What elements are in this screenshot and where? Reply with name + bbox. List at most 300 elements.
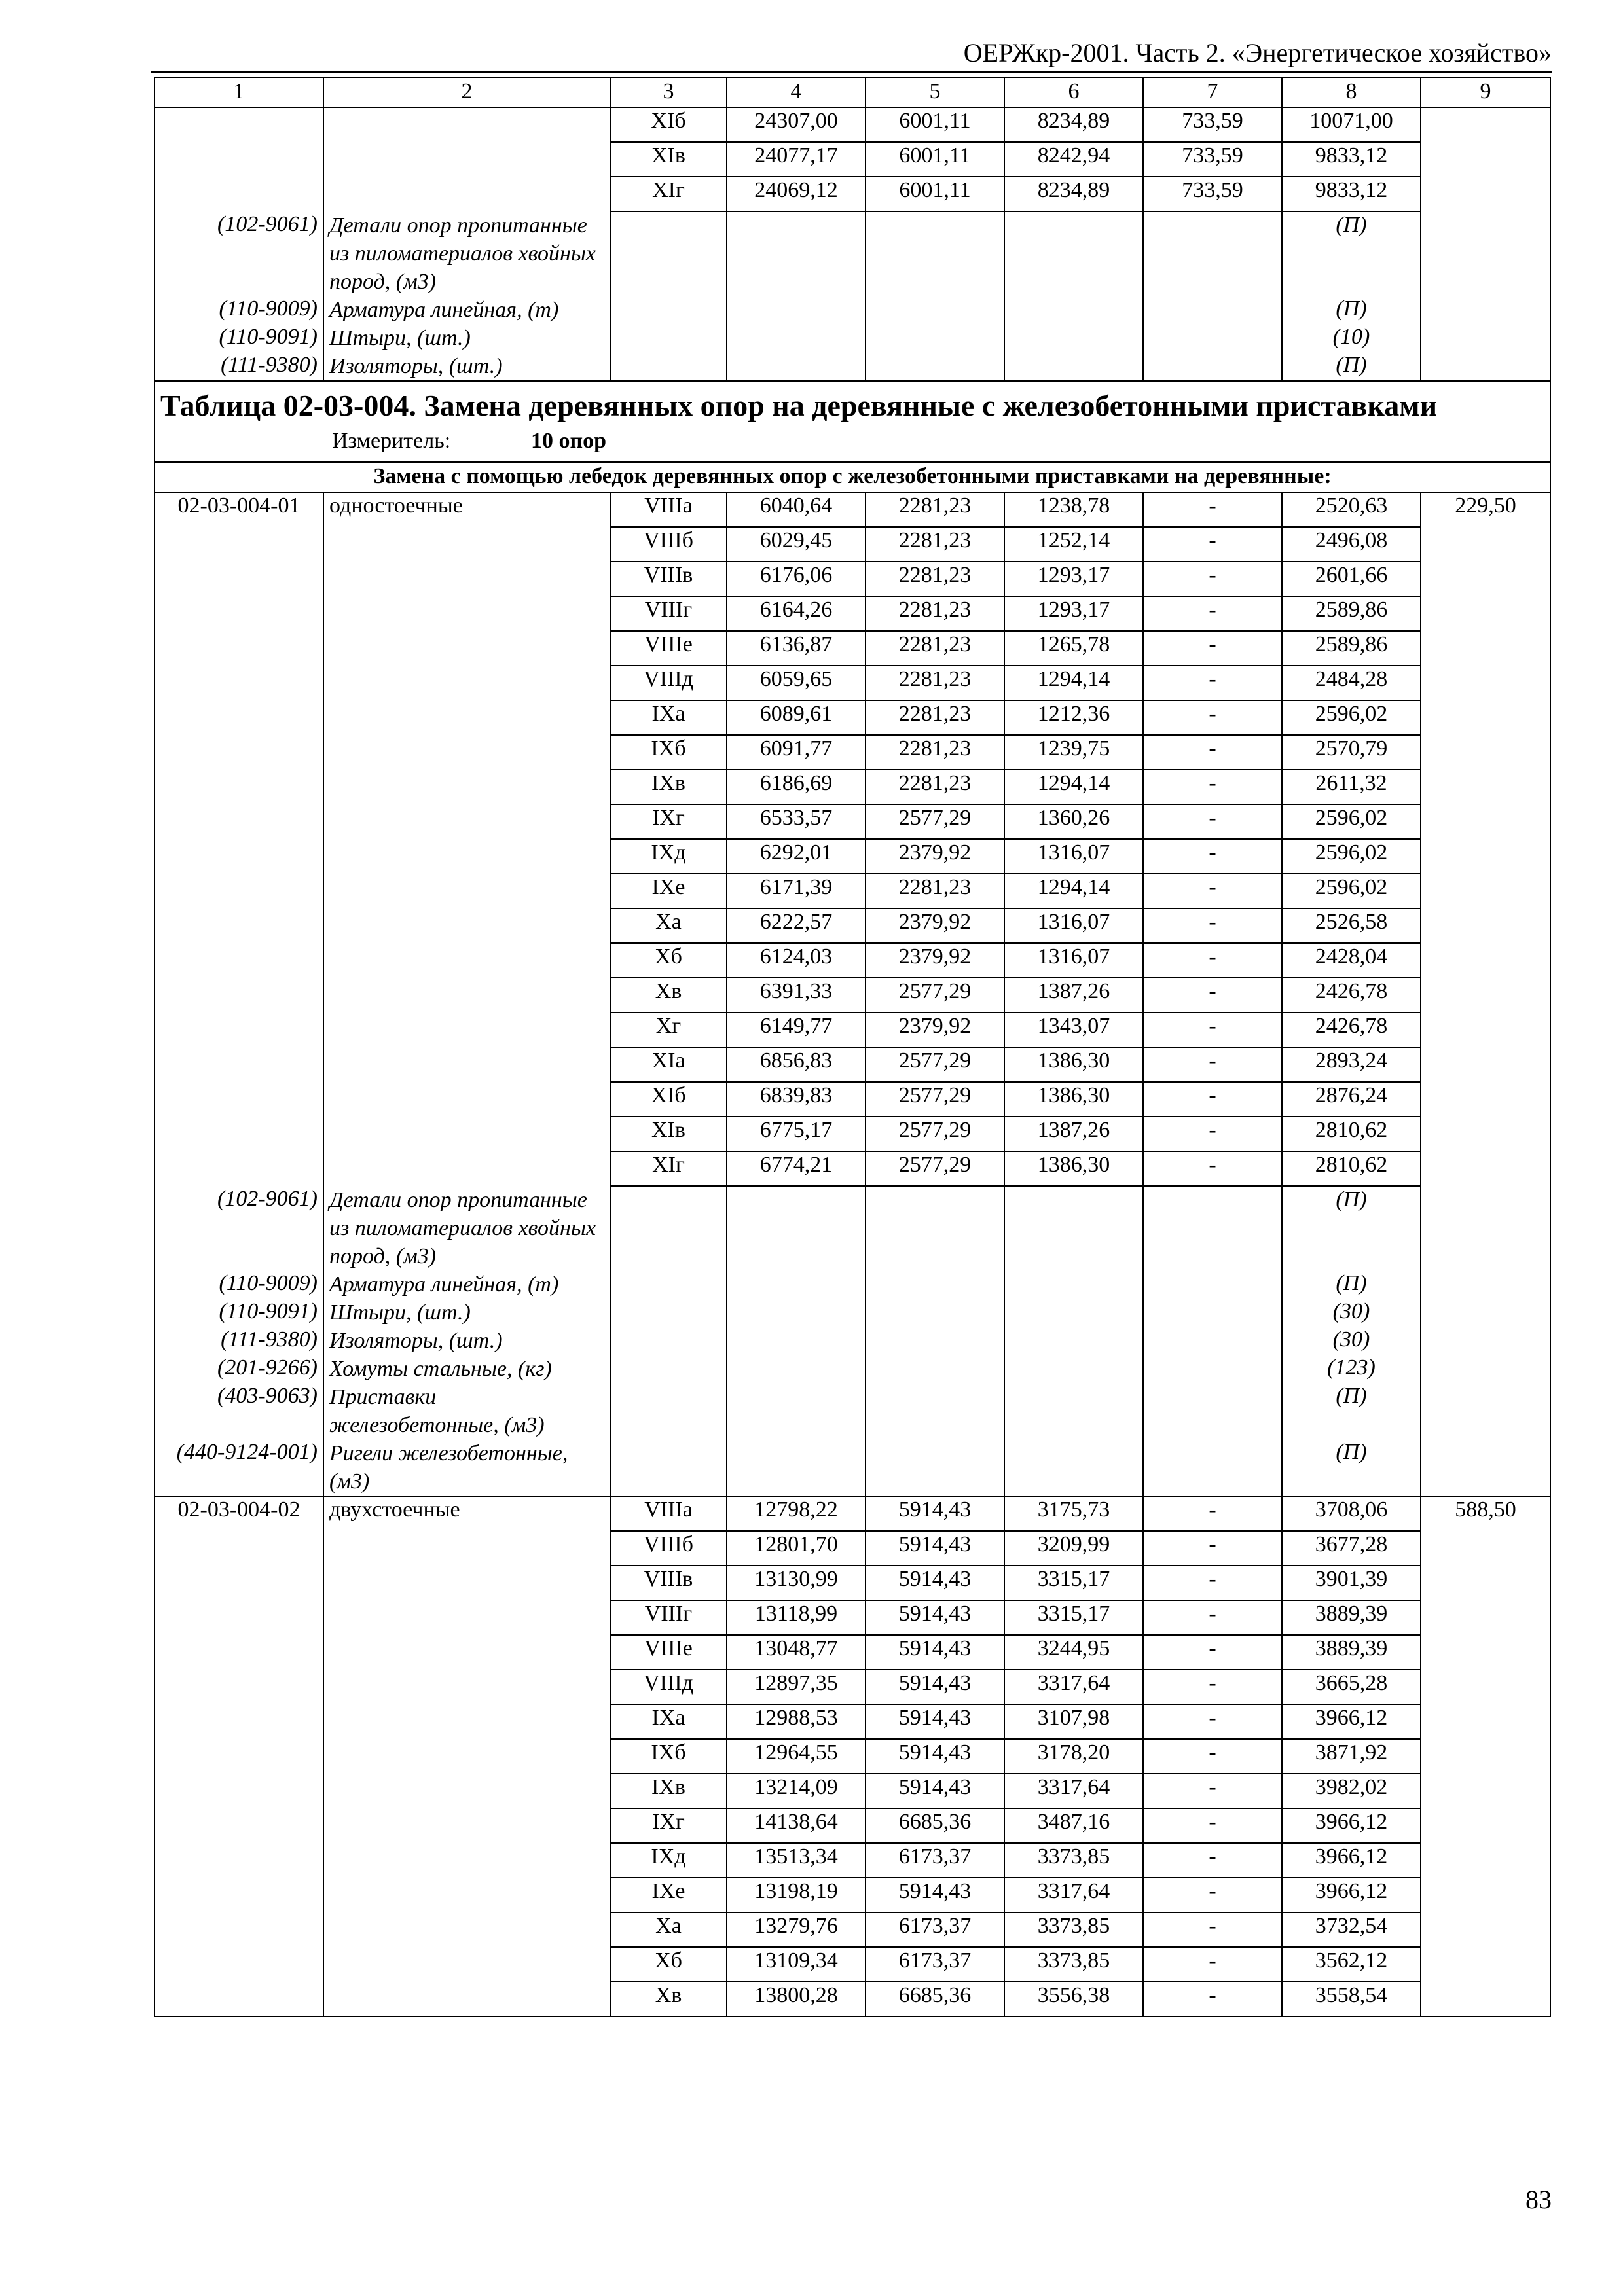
wages: 2281,23 bbox=[866, 527, 1004, 562]
resource-code: (111-9380) bbox=[155, 352, 323, 381]
machinist-wages: - bbox=[1143, 1013, 1282, 1047]
materials-cost: 2596,02 bbox=[1282, 700, 1421, 735]
empty-cell bbox=[323, 839, 610, 874]
table-row bbox=[155, 770, 1550, 804]
machine-cost: 1239,75 bbox=[1004, 735, 1143, 770]
empty-cell bbox=[1143, 1383, 1282, 1439]
column-number: 8 bbox=[1282, 77, 1421, 107]
machinist-wages: - bbox=[1143, 1670, 1282, 1704]
total-cost: 6176,06 bbox=[727, 562, 866, 596]
empty-cell bbox=[155, 1878, 323, 1912]
empty-cell bbox=[1421, 1600, 1550, 1635]
table-row bbox=[155, 1739, 1550, 1774]
empty-cell bbox=[1143, 211, 1282, 296]
resource-quantity: (П) bbox=[1282, 352, 1421, 381]
wages: 2281,23 bbox=[866, 492, 1004, 527]
empty-cell bbox=[155, 874, 323, 908]
machine-cost: 3556,38 bbox=[1004, 1982, 1143, 2017]
empty-cell bbox=[155, 1808, 323, 1843]
materials-cost: 2496,08 bbox=[1282, 527, 1421, 562]
empty-cell bbox=[1421, 352, 1550, 381]
empty-cell bbox=[155, 631, 323, 666]
total-cost: 6774,21 bbox=[727, 1151, 866, 1186]
materials-cost: 2611,32 bbox=[1282, 770, 1421, 804]
wages: 6001,11 bbox=[866, 142, 1004, 177]
materials-cost: 3677,28 bbox=[1282, 1531, 1421, 1566]
norm-code: 02-03-004-01 bbox=[155, 492, 323, 527]
column-number-row bbox=[155, 77, 1550, 107]
empty-cell bbox=[155, 1600, 323, 1635]
machine-cost: 3317,64 bbox=[1004, 1670, 1143, 1704]
empty-cell bbox=[866, 1383, 1004, 1439]
materials-cost: 2428,04 bbox=[1282, 943, 1421, 978]
empty-cell bbox=[727, 1186, 866, 1270]
materials-cost: 2589,86 bbox=[1282, 631, 1421, 666]
total-cost: 13513,34 bbox=[727, 1843, 866, 1878]
zone-code: XIг bbox=[610, 177, 727, 211]
zone-code: IXд bbox=[610, 1843, 727, 1878]
table-title-cell bbox=[155, 381, 1550, 462]
total-cost: 6292,01 bbox=[727, 839, 866, 874]
wages: 2577,29 bbox=[866, 1151, 1004, 1186]
wages: 2577,29 bbox=[866, 1117, 1004, 1151]
table-row bbox=[155, 1704, 1550, 1739]
materials-cost: 2426,78 bbox=[1282, 978, 1421, 1013]
zone-code: Xб bbox=[610, 943, 727, 978]
empty-cell bbox=[610, 1383, 727, 1439]
subtitle-row bbox=[155, 462, 1550, 492]
empty-cell bbox=[1004, 352, 1143, 381]
empty-cell bbox=[1004, 1299, 1143, 1327]
norm-name: одностоечные bbox=[323, 492, 610, 527]
materials-cost: 2570,79 bbox=[1282, 735, 1421, 770]
materials-cost: 3966,12 bbox=[1282, 1878, 1421, 1912]
machinist-wages: - bbox=[1143, 874, 1282, 908]
machinist-wages: - bbox=[1143, 666, 1282, 700]
empty-cell bbox=[610, 1355, 727, 1383]
empty-cell bbox=[155, 1739, 323, 1774]
empty-cell bbox=[155, 1947, 323, 1982]
empty-cell bbox=[727, 1383, 866, 1439]
empty-cell bbox=[727, 324, 866, 352]
machine-cost: 1293,17 bbox=[1004, 562, 1143, 596]
empty-cell bbox=[1421, 1982, 1550, 2017]
empty-cell bbox=[1143, 1327, 1282, 1355]
meter-label: Измеритель: bbox=[332, 429, 451, 453]
resource-name: Арматура линейная, (т) bbox=[323, 1270, 610, 1299]
materials-cost: 3665,28 bbox=[1282, 1670, 1421, 1704]
machinist-wages: - bbox=[1143, 1878, 1282, 1912]
empty-cell bbox=[155, 596, 323, 631]
total-cost: 13130,99 bbox=[727, 1566, 866, 1600]
empty-cell bbox=[727, 1355, 866, 1383]
empty-cell bbox=[610, 1299, 727, 1327]
total-cost: 12897,35 bbox=[727, 1670, 866, 1704]
table-row bbox=[155, 1600, 1550, 1635]
empty-cell bbox=[155, 1912, 323, 1947]
empty-cell bbox=[727, 211, 866, 296]
empty-cell bbox=[323, 1117, 610, 1151]
empty-cell bbox=[1004, 324, 1143, 352]
empty-cell bbox=[1421, 324, 1550, 352]
wages: 5914,43 bbox=[866, 1878, 1004, 1912]
total-cost: 13279,76 bbox=[727, 1912, 866, 1947]
resource-row bbox=[155, 1355, 1550, 1383]
wages: 5914,43 bbox=[866, 1496, 1004, 1531]
empty-cell bbox=[323, 107, 610, 142]
empty-cell bbox=[1421, 874, 1550, 908]
table-title: Таблица 02-03-004. Замена деревянных опор на деревянные с железобетонными приставками bbox=[160, 389, 1438, 422]
machine-cost: 3178,20 bbox=[1004, 1739, 1143, 1774]
empty-cell bbox=[155, 666, 323, 700]
empty-cell bbox=[323, 177, 610, 211]
empty-cell bbox=[155, 839, 323, 874]
machinist-wages: - bbox=[1143, 978, 1282, 1013]
resource-quantity: (П) bbox=[1282, 1439, 1421, 1496]
empty-cell bbox=[1421, 1186, 1550, 1270]
empty-cell bbox=[1004, 1355, 1143, 1383]
machinist-wages: - bbox=[1143, 735, 1282, 770]
zone-code: Xа bbox=[610, 908, 727, 943]
empty-cell bbox=[866, 1355, 1004, 1383]
resource-quantity: (П) bbox=[1282, 1270, 1421, 1299]
empty-cell bbox=[155, 804, 323, 839]
wages: 2577,29 bbox=[866, 804, 1004, 839]
empty-cell bbox=[155, 527, 323, 562]
total-cost: 13118,99 bbox=[727, 1600, 866, 1635]
empty-cell bbox=[1421, 839, 1550, 874]
empty-cell bbox=[323, 1739, 610, 1774]
empty-cell bbox=[1143, 1355, 1282, 1383]
empty-cell bbox=[323, 908, 610, 943]
resource-code: (110-9091) bbox=[155, 1299, 323, 1327]
machinist-wages: - bbox=[1143, 527, 1282, 562]
materials-cost: 2810,62 bbox=[1282, 1117, 1421, 1151]
zone-code: XIв bbox=[610, 142, 727, 177]
empty-cell bbox=[1421, 978, 1550, 1013]
total-cost: 6040,64 bbox=[727, 492, 866, 527]
column-number: 6 bbox=[1004, 77, 1143, 107]
empty-cell bbox=[866, 1270, 1004, 1299]
materials-cost: 2589,86 bbox=[1282, 596, 1421, 631]
empty-cell bbox=[323, 943, 610, 978]
machinist-wages: - bbox=[1143, 1982, 1282, 2017]
empty-cell bbox=[1421, 770, 1550, 804]
machinist-wages: - bbox=[1143, 1600, 1282, 1635]
zone-code: VIIIд bbox=[610, 666, 727, 700]
machinist-wages: - bbox=[1143, 1566, 1282, 1600]
resource-row bbox=[155, 1327, 1550, 1355]
zone-code: Xа bbox=[610, 1912, 727, 1947]
empty-cell bbox=[1421, 1878, 1550, 1912]
resource-quantity: (30) bbox=[1282, 1327, 1421, 1355]
machine-cost: 3373,85 bbox=[1004, 1947, 1143, 1982]
resource-code: (201-9266) bbox=[155, 1355, 323, 1383]
empty-cell bbox=[610, 1439, 727, 1496]
machinist-wages: - bbox=[1143, 596, 1282, 631]
machine-cost: 1252,14 bbox=[1004, 527, 1143, 562]
empty-cell bbox=[727, 1299, 866, 1327]
materials-cost: 2596,02 bbox=[1282, 804, 1421, 839]
empty-cell bbox=[323, 527, 610, 562]
zone-code: XIв bbox=[610, 1117, 727, 1151]
empty-cell bbox=[1421, 1635, 1550, 1670]
total-cost: 6136,87 bbox=[727, 631, 866, 666]
wages: 5914,43 bbox=[866, 1739, 1004, 1774]
resource-quantity: (П) bbox=[1282, 1186, 1421, 1270]
total-cost: 6391,33 bbox=[727, 978, 866, 1013]
table-row bbox=[155, 908, 1550, 943]
empty-cell bbox=[155, 1151, 323, 1186]
empty-cell bbox=[1421, 1383, 1550, 1439]
column-number: 7 bbox=[1143, 77, 1282, 107]
machine-cost: 8234,89 bbox=[1004, 107, 1143, 142]
resource-quantity: (10) bbox=[1282, 324, 1421, 352]
empty-cell bbox=[1421, 666, 1550, 700]
zone-code: IXа bbox=[610, 1704, 727, 1739]
table-row bbox=[155, 1912, 1550, 1947]
total-cost: 6149,77 bbox=[727, 1013, 866, 1047]
table-row bbox=[155, 1670, 1550, 1704]
wages: 5914,43 bbox=[866, 1774, 1004, 1808]
machine-cost: 3315,17 bbox=[1004, 1600, 1143, 1635]
materials-cost: 3732,54 bbox=[1282, 1912, 1421, 1947]
empty-cell bbox=[1421, 1774, 1550, 1808]
table-row bbox=[155, 1496, 1550, 1531]
empty-cell bbox=[155, 1704, 323, 1739]
machinist-wages: - bbox=[1143, 492, 1282, 527]
wages: 6685,36 bbox=[866, 1982, 1004, 2017]
machine-cost: 1316,07 bbox=[1004, 908, 1143, 943]
zone-code: IXг bbox=[610, 1808, 727, 1843]
materials-cost: 3871,92 bbox=[1282, 1739, 1421, 1774]
total-cost: 24307,00 bbox=[727, 107, 866, 142]
empty-cell bbox=[866, 324, 1004, 352]
empty-cell bbox=[1004, 211, 1143, 296]
total-cost: 6839,83 bbox=[727, 1082, 866, 1117]
wages: 5914,43 bbox=[866, 1566, 1004, 1600]
resource-row bbox=[155, 352, 1550, 381]
total-cost: 6186,69 bbox=[727, 770, 866, 804]
machinist-wages: - bbox=[1143, 1047, 1282, 1082]
total-cost: 6029,45 bbox=[727, 527, 866, 562]
machine-cost: 1238,78 bbox=[1004, 492, 1143, 527]
resource-name: Изоляторы, (шт.) bbox=[323, 1327, 610, 1355]
empty-cell bbox=[727, 1439, 866, 1496]
machine-cost: 3373,85 bbox=[1004, 1843, 1143, 1878]
empty-cell bbox=[155, 1670, 323, 1704]
norm-name: двухстоечные bbox=[323, 1496, 610, 1531]
empty-cell bbox=[866, 352, 1004, 381]
zone-code: IXг bbox=[610, 804, 727, 839]
resource-name: Штыри, (шт.) bbox=[323, 324, 610, 352]
materials-cost: 3558,54 bbox=[1282, 1982, 1421, 2017]
resource-row bbox=[155, 296, 1550, 324]
machine-cost: 1294,14 bbox=[1004, 770, 1143, 804]
machinist-wages: - bbox=[1143, 1912, 1282, 1947]
empty-cell bbox=[323, 1878, 610, 1912]
zone-code: VIIIг bbox=[610, 596, 727, 631]
machine-cost: 3487,16 bbox=[1004, 1808, 1143, 1843]
empty-cell bbox=[610, 1270, 727, 1299]
machinist-wages: - bbox=[1143, 700, 1282, 735]
materials-cost: 3889,39 bbox=[1282, 1600, 1421, 1635]
total-cost: 13214,09 bbox=[727, 1774, 866, 1808]
column-number: 1 bbox=[155, 77, 323, 107]
empty-cell bbox=[1421, 527, 1550, 562]
empty-cell bbox=[727, 1270, 866, 1299]
empty-cell bbox=[155, 1774, 323, 1808]
meter-value: 10 опор bbox=[531, 429, 606, 453]
norm-code: 02-03-004-02 bbox=[155, 1496, 323, 1531]
wages: 5914,43 bbox=[866, 1531, 1004, 1566]
resource-code: (110-9091) bbox=[155, 324, 323, 352]
resource-code: (403-9063) bbox=[155, 1383, 323, 1439]
empty-cell bbox=[1004, 1439, 1143, 1496]
machinist-wages: - bbox=[1143, 943, 1282, 978]
materials-cost: 2601,66 bbox=[1282, 562, 1421, 596]
empty-cell bbox=[323, 874, 610, 908]
machinist-wages: - bbox=[1143, 1704, 1282, 1739]
zone-code: IXб bbox=[610, 1739, 727, 1774]
machinist-wages: - bbox=[1143, 1947, 1282, 1982]
table-row bbox=[155, 1878, 1550, 1912]
empty-cell bbox=[323, 142, 610, 177]
empty-cell bbox=[1421, 107, 1550, 142]
empty-cell bbox=[1143, 1299, 1282, 1327]
machinist-wages: 733,59 bbox=[1143, 177, 1282, 211]
total-cost: 6059,65 bbox=[727, 666, 866, 700]
total-cost: 13109,34 bbox=[727, 1947, 866, 1982]
table-row bbox=[155, 1843, 1550, 1878]
resource-row bbox=[155, 1439, 1550, 1496]
wages: 6001,11 bbox=[866, 107, 1004, 142]
machine-cost: 1387,26 bbox=[1004, 1117, 1143, 1151]
table-row bbox=[155, 874, 1550, 908]
empty-cell bbox=[323, 700, 610, 735]
column-number: 5 bbox=[866, 77, 1004, 107]
zone-code: IXб bbox=[610, 735, 727, 770]
wages: 2281,23 bbox=[866, 770, 1004, 804]
empty-cell bbox=[155, 1982, 323, 2017]
empty-cell bbox=[727, 296, 866, 324]
empty-cell bbox=[1421, 1704, 1550, 1739]
empty-cell bbox=[1421, 596, 1550, 631]
empty-cell bbox=[155, 1566, 323, 1600]
table-row bbox=[155, 839, 1550, 874]
wages: 2577,29 bbox=[866, 1082, 1004, 1117]
empty-cell bbox=[610, 1327, 727, 1355]
zone-code: VIIIг bbox=[610, 1600, 727, 1635]
empty-cell bbox=[1421, 1739, 1550, 1774]
total-cost: 6171,39 bbox=[727, 874, 866, 908]
empty-cell bbox=[155, 1531, 323, 1566]
machine-cost: 1387,26 bbox=[1004, 978, 1143, 1013]
machine-cost: 1293,17 bbox=[1004, 596, 1143, 631]
empty-cell bbox=[155, 107, 323, 142]
resource-name: Штыри, (шт.) bbox=[323, 1299, 610, 1327]
wages: 2281,23 bbox=[866, 596, 1004, 631]
zone-code: XIб bbox=[610, 1082, 727, 1117]
table-row bbox=[155, 631, 1550, 666]
wages: 2379,92 bbox=[866, 839, 1004, 874]
running-header: ОЕРЖкр-2001. Часть 2. «Энергетическое хозяйство» bbox=[963, 38, 1552, 67]
empty-cell bbox=[1421, 1117, 1550, 1151]
table-row bbox=[155, 1635, 1550, 1670]
table-row bbox=[155, 1947, 1550, 1982]
zone-code: IXв bbox=[610, 1774, 727, 1808]
zone-code: Xб bbox=[610, 1947, 727, 1982]
resource-name: Хомуты стальные, (кг) bbox=[323, 1355, 610, 1383]
wages: 2281,23 bbox=[866, 666, 1004, 700]
zone-code: VIIIа bbox=[610, 1496, 727, 1531]
machinist-wages: - bbox=[1143, 1808, 1282, 1843]
machine-cost: 1343,07 bbox=[1004, 1013, 1143, 1047]
empty-cell bbox=[1004, 1186, 1143, 1270]
empty-cell bbox=[1421, 1270, 1550, 1299]
materials-cost: 10071,00 bbox=[1282, 107, 1421, 142]
empty-cell bbox=[323, 1566, 610, 1600]
zone-code: IXа bbox=[610, 700, 727, 735]
meter-line bbox=[160, 426, 1544, 456]
resource-row bbox=[155, 1186, 1550, 1270]
wages: 5914,43 bbox=[866, 1670, 1004, 1704]
empty-cell bbox=[1421, 177, 1550, 211]
page-number: 83 bbox=[1525, 2185, 1552, 2214]
empty-cell bbox=[323, 1704, 610, 1739]
empty-cell bbox=[1421, 631, 1550, 666]
empty-cell bbox=[1421, 211, 1550, 296]
machinist-wages: 733,59 bbox=[1143, 142, 1282, 177]
machine-cost: 1294,14 bbox=[1004, 874, 1143, 908]
materials-cost: 9833,12 bbox=[1282, 142, 1421, 177]
empty-cell bbox=[866, 296, 1004, 324]
machinist-wages: - bbox=[1143, 804, 1282, 839]
total-cost: 13800,28 bbox=[727, 1982, 866, 2017]
resource-row bbox=[155, 211, 1550, 296]
table-row bbox=[155, 943, 1550, 978]
column-number: 2 bbox=[323, 77, 610, 107]
machinist-wages: - bbox=[1143, 839, 1282, 874]
table-row bbox=[155, 1013, 1550, 1047]
empty-cell bbox=[323, 1843, 610, 1878]
empty-cell bbox=[155, 177, 323, 211]
empty-cell bbox=[323, 1082, 610, 1117]
empty-cell bbox=[1004, 1383, 1143, 1439]
empty-cell bbox=[866, 211, 1004, 296]
empty-cell bbox=[323, 1151, 610, 1186]
machinist-wages: - bbox=[1143, 1774, 1282, 1808]
empty-cell bbox=[866, 1299, 1004, 1327]
empty-cell bbox=[323, 1982, 610, 2017]
total-cost: 12798,22 bbox=[727, 1496, 866, 1531]
empty-cell bbox=[1421, 1531, 1550, 1566]
machinist-wages: - bbox=[1143, 1496, 1282, 1531]
empty-cell bbox=[1143, 1186, 1282, 1270]
machinist-wages: - bbox=[1143, 908, 1282, 943]
wages: 2577,29 bbox=[866, 1047, 1004, 1082]
materials-cost: 2484,28 bbox=[1282, 666, 1421, 700]
empty-cell bbox=[727, 1327, 866, 1355]
total-cost: 24069,12 bbox=[727, 177, 866, 211]
machinist-wages: - bbox=[1143, 562, 1282, 596]
table-row bbox=[155, 804, 1550, 839]
total-cost: 6164,26 bbox=[727, 596, 866, 631]
empty-cell bbox=[610, 1186, 727, 1270]
resource-code: (102-9061) bbox=[155, 211, 323, 296]
table-title-row bbox=[155, 381, 1550, 462]
column-number: 9 bbox=[1421, 77, 1550, 107]
